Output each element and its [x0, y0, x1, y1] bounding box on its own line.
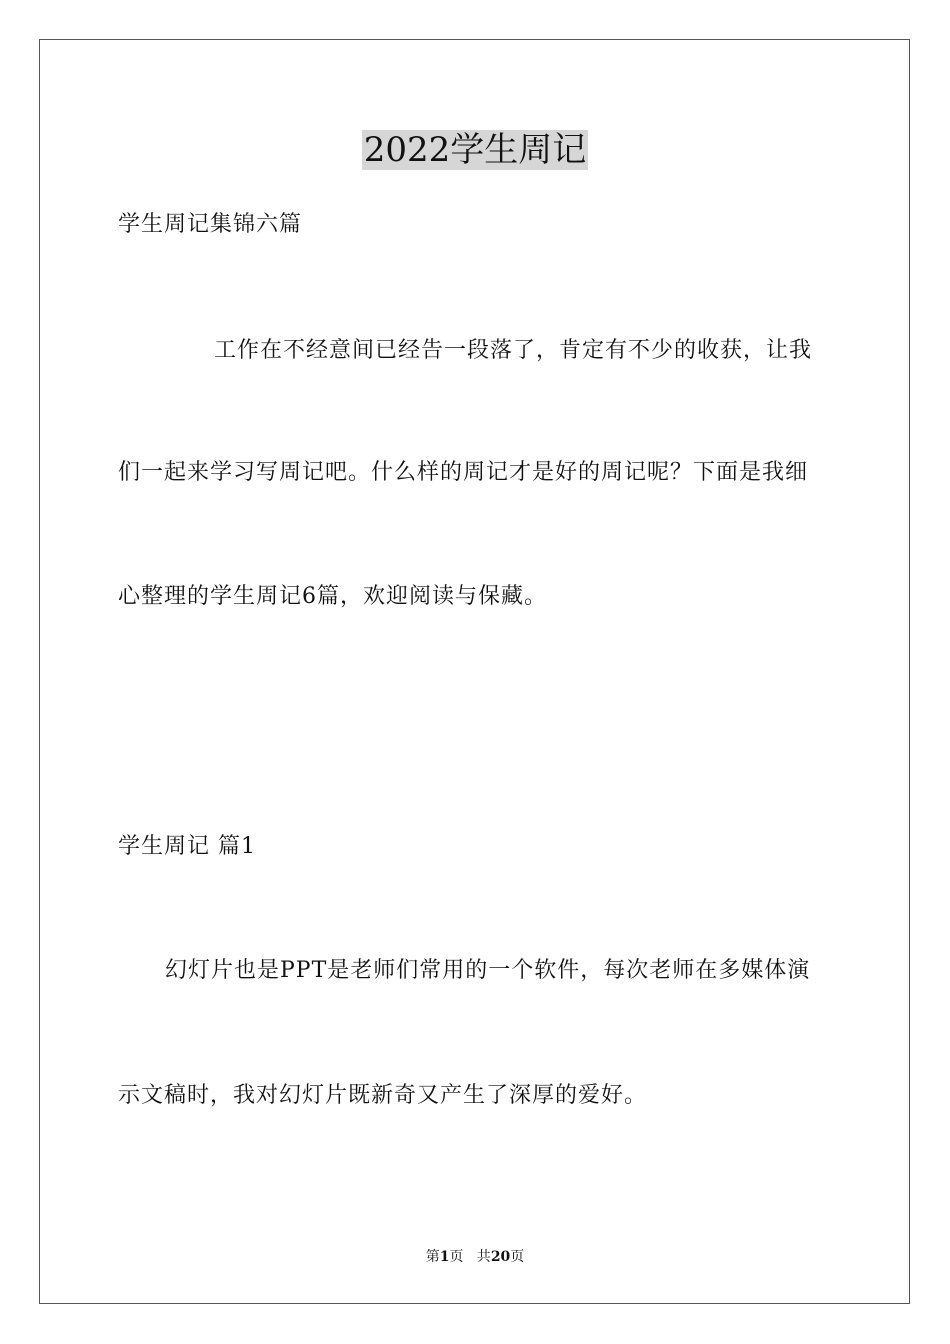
document-title: [0, 128, 950, 172]
section-line-2: 示文稿时，我对幻灯片既新奇又产生了深厚的爱好。: [118, 1083, 648, 1108]
intro-line-3: 心整理的学生周记6篇，欢迎阅读与保藏。: [118, 584, 547, 609]
footer-total-pages: 20: [490, 1249, 511, 1265]
page-footer: [0, 1248, 950, 1266]
footer-page-number: 1: [439, 1249, 450, 1265]
section-heading: 学生周记 篇1: [118, 834, 256, 859]
document-title-text: 2022学生周记: [363, 130, 587, 170]
intro-line-1: 工作在不经意间已经告一段落了，肯定有不少的收获，让我: [214, 338, 813, 363]
intro-line-2: 们一起来学习写周记吧。什么样的周记才是好的周记呢？下面是我细: [118, 460, 809, 485]
document-subtitle: 学生周记集锦六篇: [118, 212, 303, 237]
footer-page-prefix: 第: [425, 1249, 440, 1265]
section-line-1: 幻灯片也是PPT是老师们常用的一个软件，每次老师在多媒体演: [165, 958, 811, 983]
footer-page-suffix: 页: [510, 1249, 525, 1265]
footer-page-mid: 页 共: [449, 1249, 491, 1265]
